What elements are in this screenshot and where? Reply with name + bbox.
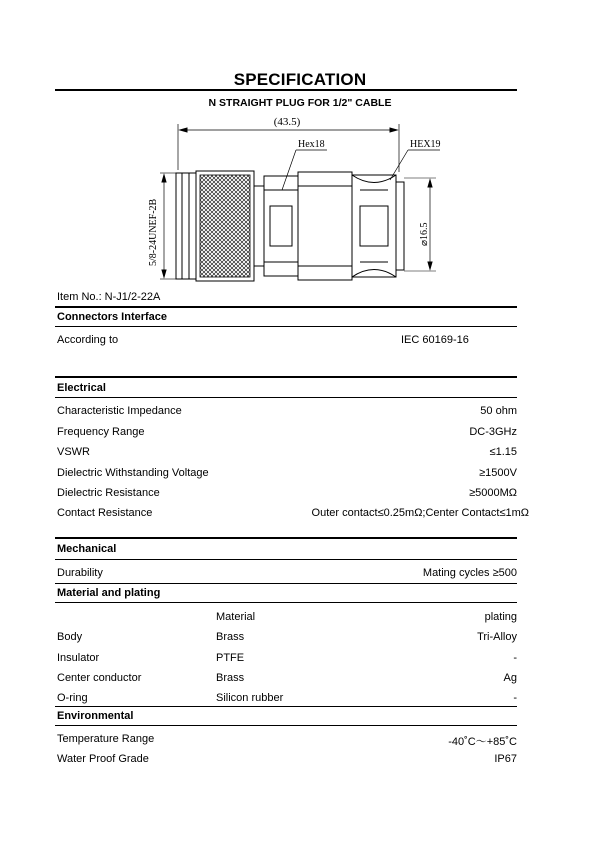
item-number: Item No.: N-J1/2-22A [57,291,161,303]
material-name: Brass [216,631,245,643]
section-rule [55,706,517,707]
section-rule [55,559,517,560]
section-rule [55,397,517,398]
material-name: Silicon rubber [216,692,284,704]
section-rule [55,583,517,584]
section-heading-material: Material and plating [57,587,161,599]
material-part: Body [57,631,83,643]
section-rule [55,602,517,603]
spec-value: IP67 [494,753,517,765]
hex18-label: Hex18 [298,139,325,150]
according-value: IEC 60169-16 [401,334,469,346]
material-plating: Tri-Alloy [477,631,517,643]
hex19-label: HEX19 [410,139,441,150]
material-column-header: Material [216,611,256,623]
title-rule [55,89,517,91]
spec-label: Contact Resistance [57,507,153,519]
page-title: SPECIFICATION [233,70,367,89]
spec-value: Mating cycles ≥500 [422,567,517,579]
according-label: According to [57,334,119,346]
material-plating: Ag [503,672,517,684]
section-heading-mechanical: Mechanical [57,543,117,555]
section-rule [55,326,517,327]
material-part: O-ring [57,692,88,704]
spec-value: ≥1500V [479,467,517,479]
spec-value: ≥5000MΩ [469,487,517,499]
section-heading-environmental: Environmental [57,710,134,722]
thread-label: 5/8-24UNEF-2B [148,198,159,266]
material-name: PTFE [216,652,245,664]
section-heading-connectors: Connectors Interface [57,311,168,323]
spec-value: DC-3GHz [469,426,517,438]
spec-value: Outer contact≤0.25mΩ;Center Contact≤1mΩ [311,507,529,519]
spec-label: Frequency Range [57,426,145,438]
spec-value: 50 ohm [480,405,517,417]
spec-label: Characteristic Impedance [57,405,182,417]
material-part: Insulator [57,652,100,664]
spec-label: VSWR [57,446,90,458]
connector-drawing [130,104,460,290]
section-heading-electrical: Electrical [57,382,106,394]
section-rule [55,537,517,539]
spec-label: Temperature Range [57,733,155,745]
material-plating: - [513,692,517,704]
material-part: Center conductor [57,672,142,684]
length-dim-label: (43.5) [273,116,301,128]
spec-value: ≤1.15 [489,446,517,458]
section-rule [55,306,517,308]
material-name: Brass [216,672,245,684]
plating-column-header: plating [484,611,517,623]
spec-label: Durability [57,567,103,579]
spec-label: Water Proof Grade [57,753,149,765]
material-plating: - [513,652,517,664]
section-rule [55,725,517,726]
spec-value: -40˚C～+85˚C [448,736,517,748]
page-subtitle: N STRAIGHT PLUG FOR 1/2" CABLE [208,97,392,109]
spec-label: Dielectric Withstanding Voltage [57,467,209,479]
spec-label: Dielectric Resistance [57,487,160,499]
diameter-label: ⌀16.5 [419,222,430,246]
section-rule [55,376,517,378]
